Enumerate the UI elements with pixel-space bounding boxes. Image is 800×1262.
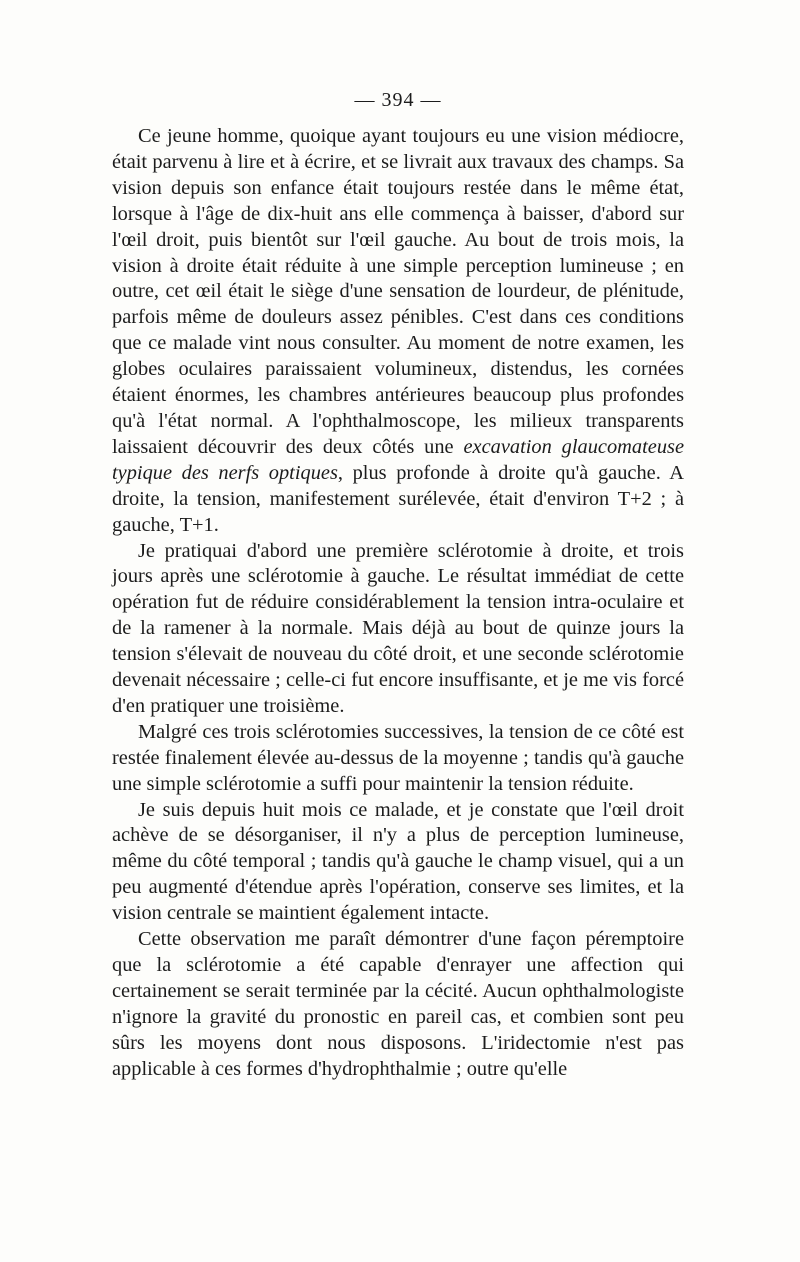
paragraph-3: Malgré ces trois sclérotomies successives, la tension de ce côté est restée finalement élevée au-dessus de la moyenne ; tandis qu'à gauche une simple sclérotomie a suffi pour maintenir la tension réduite. — [112, 720, 684, 795]
paragraph-1-text: Ce jeune homme, quoique ayant toujours eu une vision médiocre, était parvenu à lire et à écrire, et se livrait aux travaux des champs. Sa vision depuis son enfance était toujours restée dans le même état, lorsque à l'âge de dix-huit ans elle commença à baisser, d'abord sur l'œil droit, puis bientôt sur l'œil gauche. Au bout de trois mois, la vision à droite était réduite à une simple perception lumineuse ; en outre, cet œil était le siège d'une sensation de lourdeur, de plénitude, parfois même de douleurs assez pénibles. C'est dans ces conditions que ce malade vint nous consulter. Au moment de notre examen, les globes oculaires paraissaient volumineux, distendus, les cornées étaient énormes, les chambres antérieures beaucoup plus profondes qu'à l'état normal. A l'ophthalmoscope, les milieux transparents laissaient découvrir des deux côtés une — [112, 125, 684, 458]
paragraph-4: Je suis depuis huit mois ce malade, et je constate que l'œil droit achève de se désorganiser, il n'y a plus de perception lumineuse, même du côté temporal ; tandis qu'à gauche le champ visuel, qui a un peu augmenté d'étendue après l'opération, conserve ses limites, et la vision centrale se maintient également intacte. — [112, 798, 684, 925]
paragraph-2: Je pratiquai d'abord une première sclérotomie à droite, et trois jours après une sclérotomie à gauche. Le résultat immédiat de cette opération fut de réduire considérablement la tension intra-oculaire et de la ramener à la normale. Mais déjà au bout de quinze jours la tension s'élevait de nouveau du côté droit, et une seconde sclérotomie devenait nécessaire ; celle-ci fut encore insuffisante, et je me vis forcé d'en pratiquer une troisième. — [112, 539, 684, 717]
paragraph-5: Cette observation me paraît démontrer d'une façon péremptoire que la sclérotomie a été capable d'enrayer une affection qui certainement se serait terminée par la cécité. Aucun ophthalmologiste n'ignore la gravité du pronostic en pareil cas, et combien sont peu sûrs les moyens dont nous disposons. L'iridectomie n'est pas applicable à ces formes d'hydrophthalmie ; outre qu'elle — [112, 928, 684, 1080]
paragraph-1-italic-text: excavation glaucomateuse typique des nerfs optiques — [112, 435, 684, 484]
book-page — [112, 88, 684, 1083]
page-number: — 394 — — [354, 89, 442, 111]
paragraph-1 — [112, 124, 684, 539]
paragraph-1-text-end: , plus profonde à droite qu'à gauche. A droite, la tension, manifestement surélevée, était d'environ T+2 ; à gauche, T+1. — [112, 461, 685, 536]
